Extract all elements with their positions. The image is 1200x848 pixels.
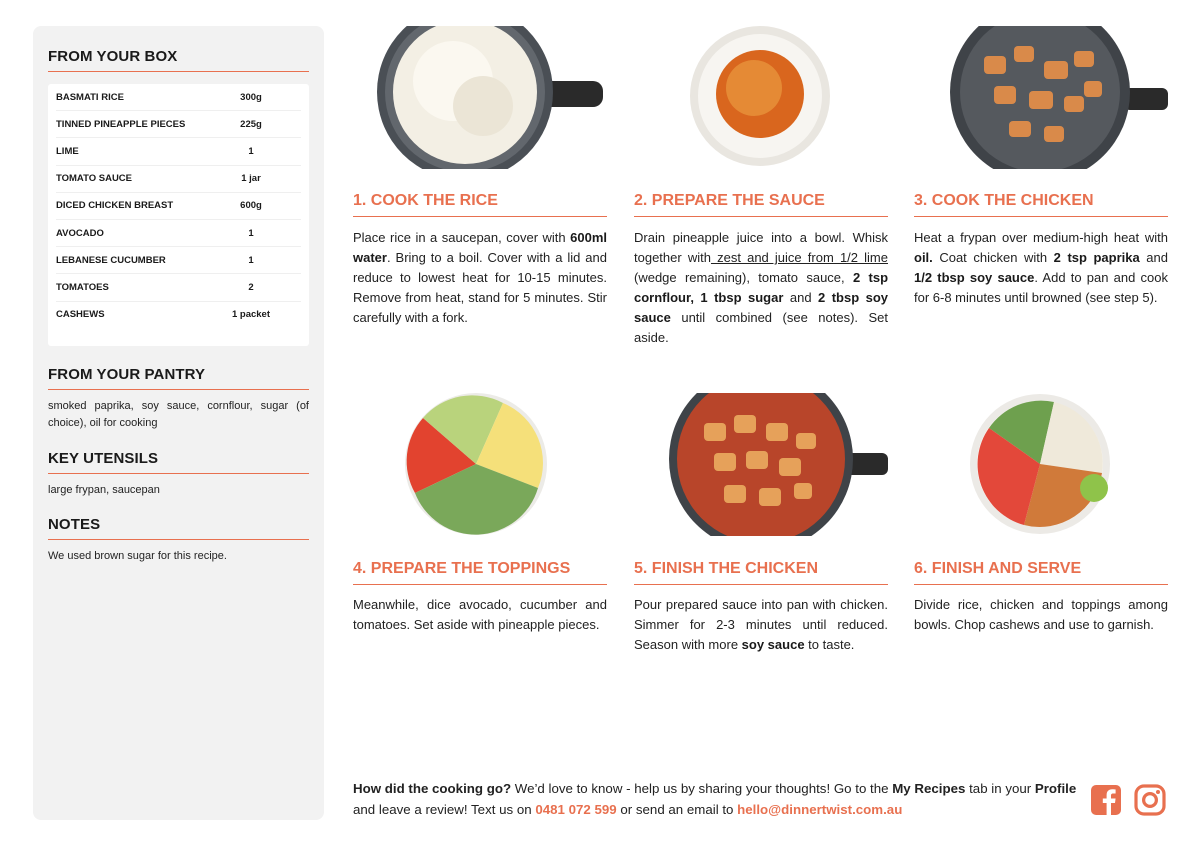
ingredient-row: [56, 138, 301, 165]
ingredient-name: LEBANESE CUCUMBER: [56, 254, 166, 266]
utensils-text: large frypan, saucepan: [48, 484, 160, 496]
text-run: Divide rice, chicken and toppings among bowls. Chop cashews and use to garnish.: [914, 597, 1168, 632]
ingredient-row: [56, 84, 301, 111]
step-4-photo-toppings-plate: [353, 393, 607, 536]
step-2-photo-sauce-bowl: [634, 26, 888, 169]
ingredient-row: [56, 193, 301, 220]
step-3-text: [914, 228, 1168, 308]
ingredient-qty: 1: [248, 254, 254, 266]
text-run: We’d love to know - help us by sharing your thoughts! Go to the: [511, 781, 893, 796]
step-1-title: 1. COOK THE RICE: [353, 192, 607, 217]
ingredient-qty: 2: [248, 281, 254, 293]
ingredient-qty: 1 packet: [231, 309, 271, 321]
ingredient-row: [56, 274, 301, 301]
notes-text: We used brown sugar for this recipe.: [48, 550, 227, 562]
step-5-photo-chicken-sauce-pan: [634, 393, 888, 536]
text-run: Pour prepared sauce into pan with chicken. Simmer for 2-3 minutes until reduced. Season with more: [634, 597, 888, 652]
step-6-title: 6. FINISH AND SERVE: [914, 560, 1168, 585]
ingredient-name: LIME: [56, 145, 79, 157]
step-2-text: [634, 228, 888, 348]
text-run: Place rice in a saucepan, cover with: [353, 230, 571, 245]
step-1-photo-rice-pan: [353, 26, 607, 169]
ingredient-row: [56, 111, 301, 138]
step-5-title: 5. FINISH THE CHICKEN: [634, 560, 888, 585]
pantry-section: [48, 366, 309, 432]
step-3-title: 3. COOK THE CHICKEN: [914, 192, 1168, 217]
ingredient-qty: 225g: [240, 118, 262, 130]
instagram-icon[interactable]: [1134, 784, 1166, 821]
ingredient-qty: 1 jar: [241, 173, 261, 185]
text-run[interactable]: hello@dinnertwist.com.au: [737, 802, 903, 817]
text-run: 2 tbsp soy sauce: [634, 290, 889, 325]
text-run[interactable]: 0481 072 599: [535, 802, 617, 817]
ingredient-qty: 600g: [240, 200, 262, 212]
text-run: How did the cooking go?: [353, 781, 512, 796]
text-run: zest and juice from 1/2 lime: [710, 250, 888, 265]
ingredient-name: DICED CHICKEN BREAST: [56, 200, 174, 212]
text-run: until combined (see notes). Set aside.: [634, 310, 888, 345]
text-run: tab in your: [965, 781, 1035, 796]
step-6-text: [914, 595, 1168, 635]
step-6-photo-served-bowl: [914, 393, 1168, 536]
text-run: and leave a review! Text us on: [353, 802, 536, 817]
step-4-title: 4. PREPARE THE TOPPINGS: [353, 560, 607, 585]
utensils-heading: KEY UTENSILS: [48, 450, 309, 474]
text-run: My Recipes: [892, 781, 966, 796]
text-run: soy sauce: [741, 637, 805, 652]
ingredient-row: [56, 166, 301, 193]
utensils-section: [48, 450, 309, 499]
ingredient-name: TOMATO SAUCE: [56, 173, 133, 185]
text-run: 600ml water: [353, 230, 607, 265]
ingredient-name: BASMATI RICE: [56, 91, 124, 103]
text-run: Coat chicken with: [932, 250, 1054, 265]
step-4-text: [353, 595, 607, 635]
ingredient-qty: 1: [248, 227, 254, 239]
step-3-photo-chicken-pan: [914, 26, 1168, 169]
text-run: Heat a frypan over medium-high heat with: [914, 230, 1168, 245]
text-run: and: [1139, 250, 1168, 265]
text-run: Meanwhile, dice avocado, cucumber and tomatoes. Set aside with pineapple pieces.: [353, 597, 607, 632]
text-run: (wedge remaining), tomato sauce,: [634, 270, 853, 285]
notes-section: [48, 516, 309, 565]
text-run: . Add to pan and cook for 6-8 minutes until browned (see step 5).: [914, 270, 1168, 305]
feedback-footer: [353, 778, 1078, 820]
ingredients-sidebar: [33, 26, 324, 820]
text-run: 2 tsp paprika: [1053, 250, 1140, 265]
step-1-text: [353, 228, 607, 328]
ingredient-name: TOMATOES: [56, 281, 109, 293]
notes-heading: NOTES: [48, 516, 309, 540]
step-5-text: [634, 595, 888, 655]
ingredient-qty: 300g: [240, 91, 262, 103]
text-run: Profile: [1034, 781, 1077, 796]
text-run: 1/2 tbsp soy sauce: [914, 270, 1035, 285]
step-2-title: 2. PREPARE THE SAUCE: [634, 192, 888, 217]
text-run: Drain pineapple juice into a bowl. Whisk together with: [634, 230, 888, 265]
text-run: 2 tsp cornflour, 1 tbsp sugar: [634, 270, 889, 305]
text-run: oil.: [914, 250, 933, 265]
ingredient-row: [56, 220, 301, 247]
from-your-box-heading: FROM YOUR BOX: [48, 48, 309, 72]
facebook-icon[interactable]: [1090, 784, 1122, 821]
ingredient-name: CASHEWS: [56, 309, 105, 321]
text-run: to taste.: [804, 637, 855, 652]
ingredient-qty: 1: [248, 145, 254, 157]
ingredient-name: AVOCADO: [56, 227, 104, 239]
from-your-box-section: [48, 48, 309, 72]
text-run: . Bring to a boil. Cover with a lid and reduce to lowest heat for 10-15 minutes. Remove from heat, stand for 5 minutes. Stir carefully with a fork.: [353, 250, 607, 325]
ingredient-row: [56, 302, 301, 328]
pantry-text: smoked paprika, soy sauce, cornflour, sugar (of choice), oil for cooking: [48, 400, 309, 429]
ingredients-table: [48, 84, 309, 346]
ingredient-name: TINNED PINEAPPLE PIECES: [56, 118, 186, 130]
pantry-heading: FROM YOUR PANTRY: [48, 366, 309, 390]
text-run: and: [783, 290, 819, 305]
text-run: or send an email to: [616, 802, 738, 817]
ingredient-row: [56, 247, 301, 274]
